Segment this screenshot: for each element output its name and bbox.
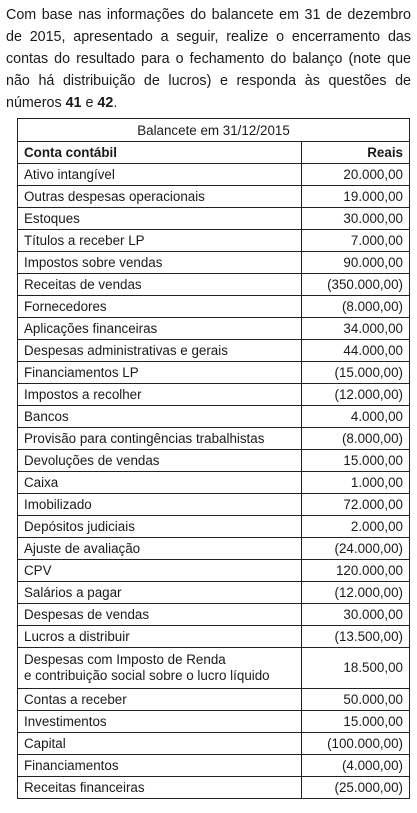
account-name: Receitas financeiras — [18, 777, 302, 799]
account-value: (15.000,00) — [302, 362, 410, 384]
question-number-41: 41 — [65, 95, 82, 111]
table-row — [18, 406, 410, 428]
table-row — [18, 362, 410, 384]
account-name: Bancos — [18, 406, 302, 428]
table-row — [18, 472, 410, 494]
table-row — [18, 494, 410, 516]
account-name: Lucros a distribuir — [18, 626, 302, 648]
table-row — [18, 164, 410, 186]
intro-paragraph — [6, 4, 411, 114]
account-name: Investimentos — [18, 711, 302, 733]
table-row — [18, 538, 410, 560]
table-row — [18, 230, 410, 252]
account-value: 30.000,00 — [302, 208, 410, 230]
account-name: Depósitos judiciais — [18, 516, 302, 538]
table-row — [18, 604, 410, 626]
account-value: (24.000,00) — [302, 538, 410, 560]
question-number-42: 42 — [97, 95, 114, 111]
account-name: Receitas de vendas — [18, 274, 302, 296]
table-row — [18, 450, 410, 472]
account-name: Fornecedores — [18, 296, 302, 318]
account-value: 15.000,00 — [302, 450, 410, 472]
column-header-value: Reais — [302, 142, 410, 164]
table-row — [18, 626, 410, 648]
table-row — [18, 560, 410, 582]
account-name: Provisão para contingências trabalhistas — [18, 428, 302, 450]
table-row — [18, 428, 410, 450]
table-header-row — [18, 142, 410, 164]
account-value: (25.000,00) — [302, 777, 410, 799]
intro-text: Com base nas informações do balancete em 31 de dezembro de 2015, apresentado a seguir, realize o encerramento das contas do resultado para o fechamento do balanço (note que não há distribuição de lucros) e responda às questões de números — [6, 7, 411, 111]
account-value: 50.000,00 — [302, 689, 410, 711]
table-row — [18, 689, 410, 711]
account-value: (100.000,00) — [302, 733, 410, 755]
intro-connector: e — [81, 95, 98, 111]
table-row — [18, 582, 410, 604]
account-value: (350.000,00) — [302, 274, 410, 296]
trial-balance-table — [17, 118, 410, 799]
account-value: (4.000,00) — [302, 755, 410, 777]
table-row — [18, 340, 410, 362]
table-row — [18, 516, 410, 538]
account-value: 1.000,00 — [302, 472, 410, 494]
account-value: 15.000,00 — [302, 711, 410, 733]
account-name: Imobilizado — [18, 494, 302, 516]
account-value: (8.000,00) — [302, 428, 410, 450]
account-value: 30.000,00 — [302, 604, 410, 626]
account-name: Despesas administrativas e gerais — [18, 340, 302, 362]
table-row — [18, 777, 410, 799]
account-value: (12.000,00) — [302, 582, 410, 604]
account-name: Impostos a recolher — [18, 384, 302, 406]
account-name: Contas a receber — [18, 689, 302, 711]
account-value: 20.000,00 — [302, 164, 410, 186]
account-value: 19.000,00 — [302, 186, 410, 208]
account-name: Estoques — [18, 208, 302, 230]
account-value: 4.000,00 — [302, 406, 410, 428]
table-row — [18, 648, 410, 689]
table-row — [18, 384, 410, 406]
account-value: 34.000,00 — [302, 318, 410, 340]
table-caption-row — [18, 119, 410, 142]
table-row — [18, 252, 410, 274]
account-value: 72.000,00 — [302, 494, 410, 516]
account-name: Despesas de vendas — [18, 604, 302, 626]
table-row — [18, 274, 410, 296]
account-value: 120.000,00 — [302, 560, 410, 582]
account-value: 44.000,00 — [302, 340, 410, 362]
table-row — [18, 733, 410, 755]
account-name: Impostos sobre vendas — [18, 252, 302, 274]
account-name — [18, 648, 302, 689]
table-row — [18, 208, 410, 230]
table-row — [18, 296, 410, 318]
table-row — [18, 711, 410, 733]
account-name-line: e contribuição social sobre o lucro líquido — [24, 668, 270, 683]
account-name: Capital — [18, 733, 302, 755]
account-value: 2.000,00 — [302, 516, 410, 538]
column-header-account: Conta contábil — [18, 142, 302, 164]
account-value: 18.500,00 — [302, 648, 410, 689]
account-name: Títulos a receber LP — [18, 230, 302, 252]
account-value: (13.500,00) — [302, 626, 410, 648]
account-name-line: Despesas com Imposto de Renda — [24, 652, 226, 667]
account-name: Financiamentos LP — [18, 362, 302, 384]
account-name: CPV — [18, 560, 302, 582]
intro-period: . — [113, 95, 118, 111]
account-name: Outras despesas operacionais — [18, 186, 302, 208]
account-value: 7.000,00 — [302, 230, 410, 252]
table-caption: Balancete em 31/12/2015 — [18, 119, 410, 142]
account-name: Financiamentos — [18, 755, 302, 777]
account-name: Caixa — [18, 472, 302, 494]
table-row — [18, 755, 410, 777]
account-value: (8.000,00) — [302, 296, 410, 318]
account-name: Salários a pagar — [18, 582, 302, 604]
account-name: Aplicações financeiras — [18, 318, 302, 340]
account-value: (12.000,00) — [302, 384, 410, 406]
table-row — [18, 186, 410, 208]
account-name: Devoluções de vendas — [18, 450, 302, 472]
account-name: Ativo intangível — [18, 164, 302, 186]
account-value: 90.000,00 — [302, 252, 410, 274]
account-name: Ajuste de avaliação — [18, 538, 302, 560]
table-row — [18, 318, 410, 340]
